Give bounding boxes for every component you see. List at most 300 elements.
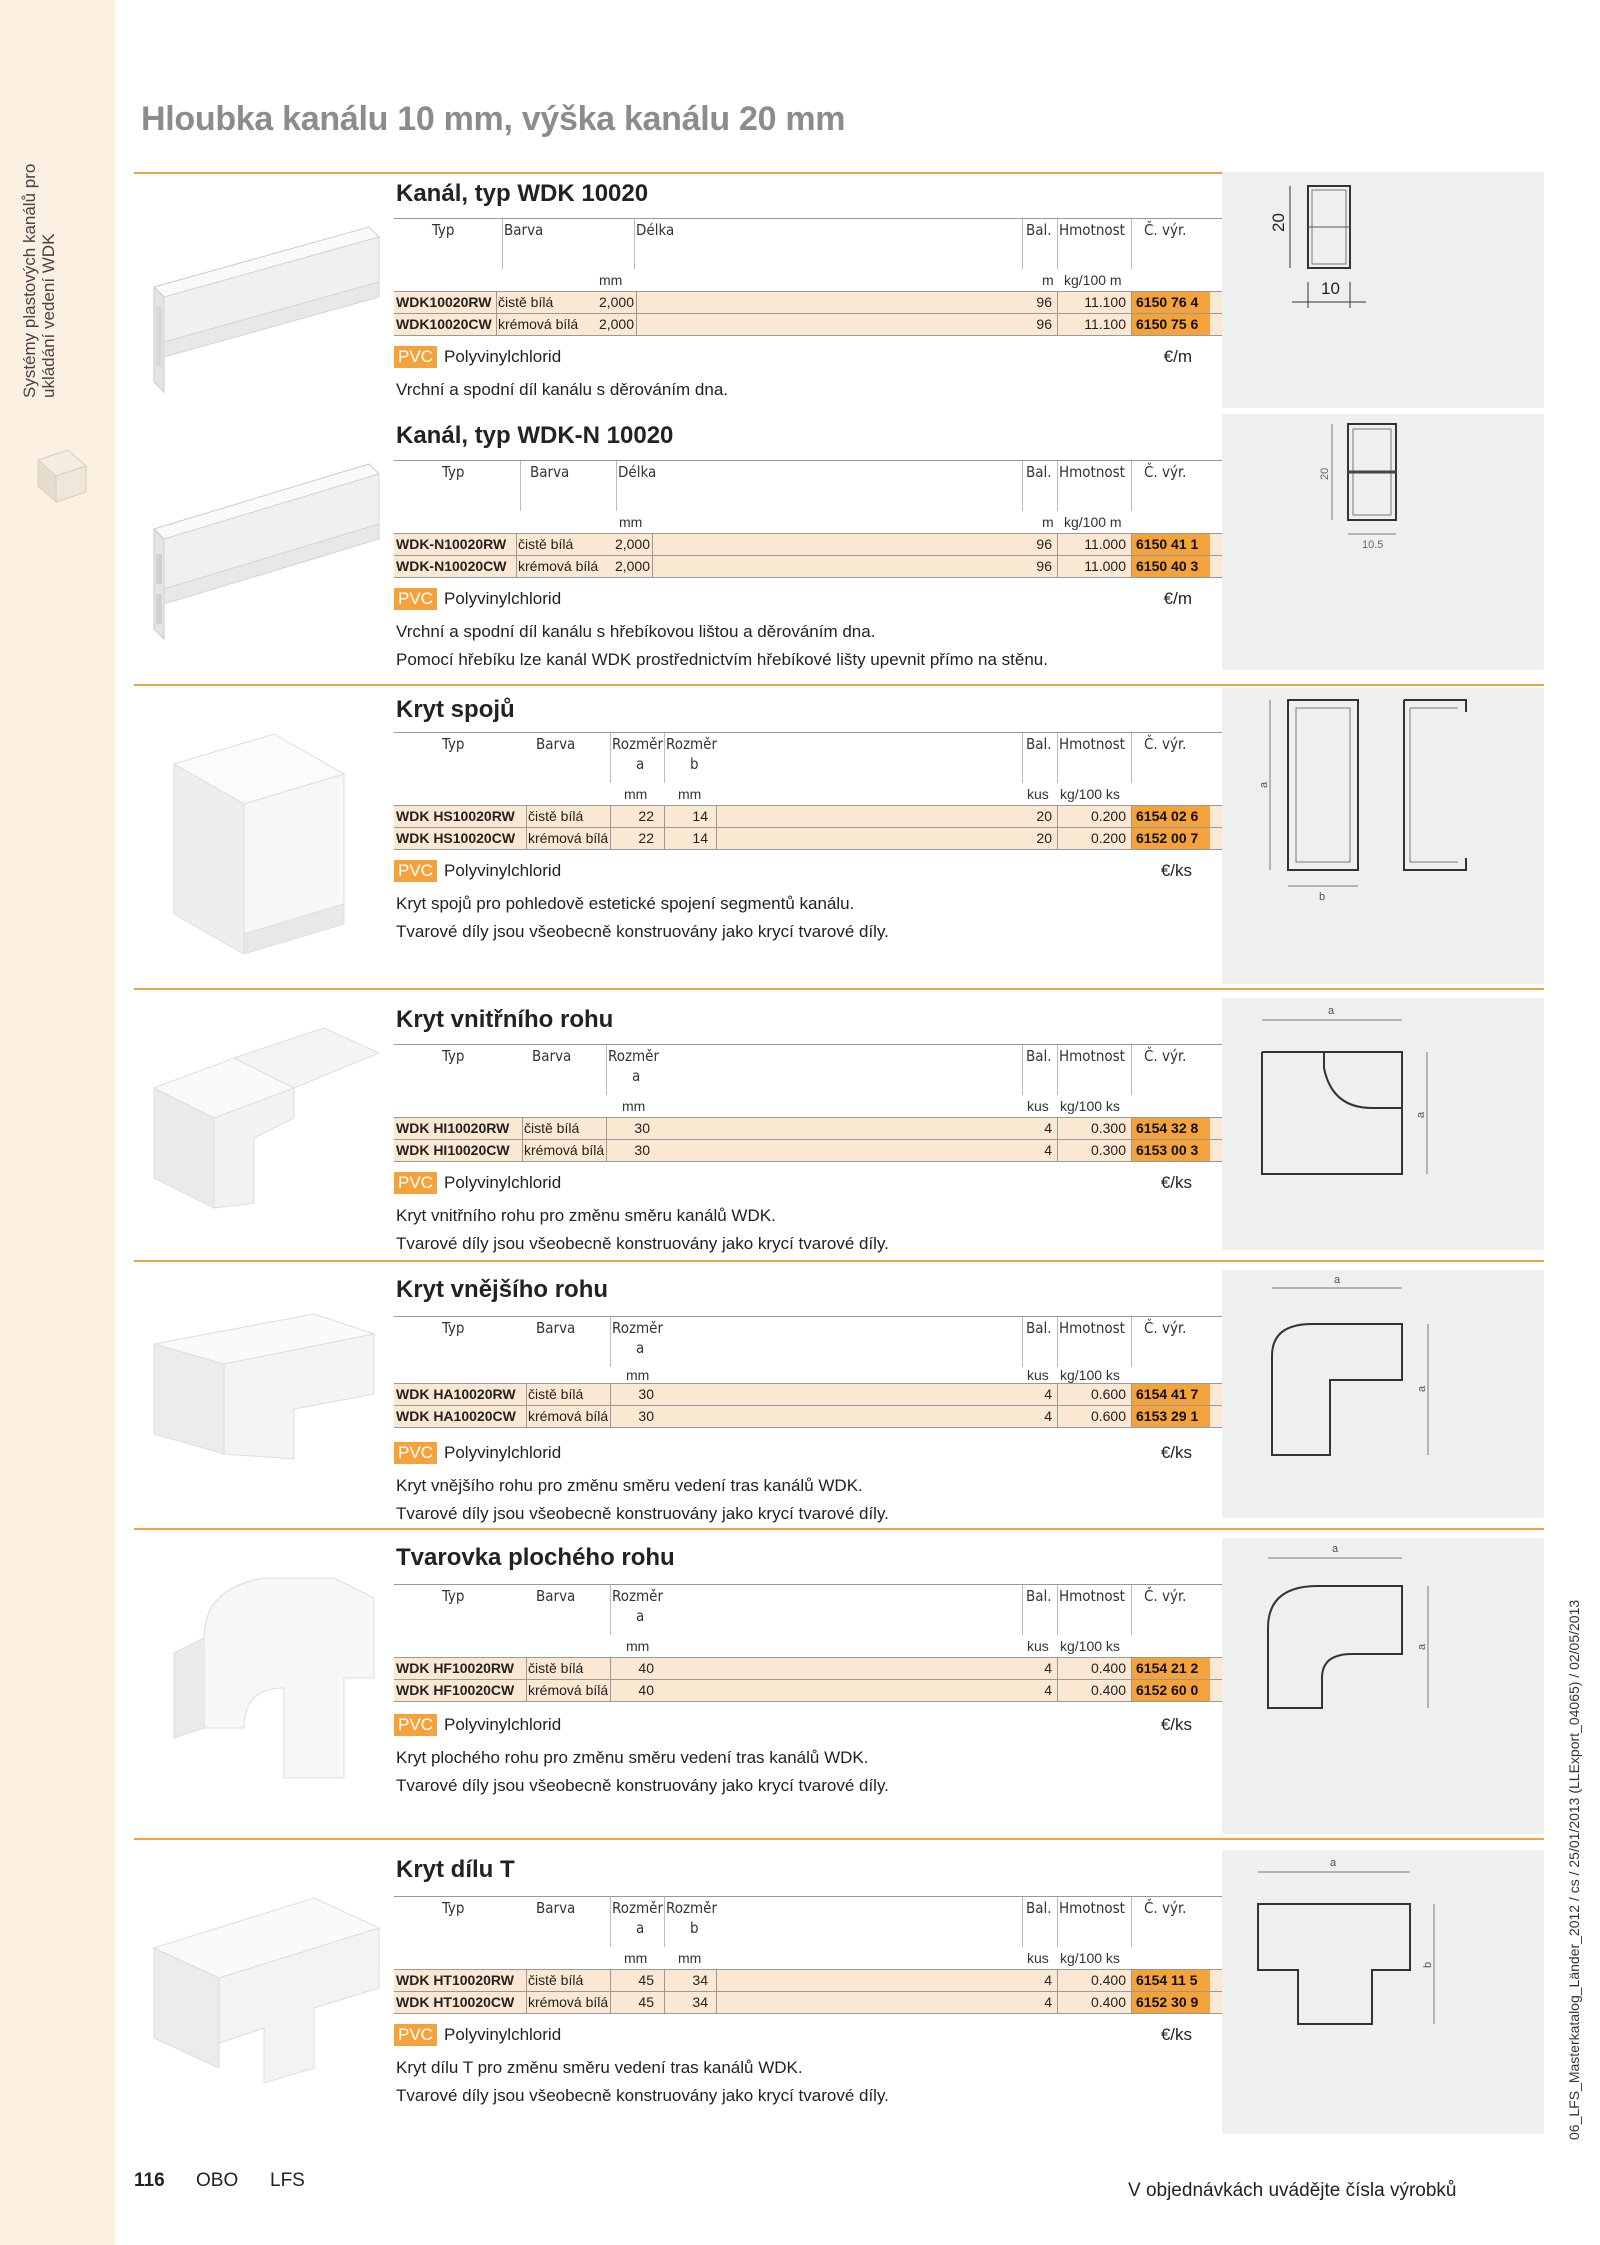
- table-header: [394, 1316, 1344, 1367]
- cell-color: čistě bílá: [528, 1972, 584, 1988]
- pvc-tag: PVC: [394, 860, 437, 882]
- product-table: [394, 1896, 1344, 2014]
- col-dim2-sub: b: [690, 1919, 699, 1937]
- section-title: Kryt vnějšího rohu: [396, 1276, 609, 1303]
- cell-dim1: 45: [638, 1972, 654, 1988]
- product-table: [394, 1584, 1344, 1702]
- col-cislo: Č. výr.: [1144, 1047, 1187, 1065]
- cell-dim1: 45: [638, 1994, 654, 2010]
- desc-line: Pomocí hřebíku lze kanál WDK prostřednictvím hřebíkové lišty upevnit přímo na stěnu.: [396, 650, 1048, 669]
- cell-bal: 4: [1044, 1682, 1052, 1698]
- unit-dim1: mm: [622, 1098, 646, 1114]
- unit-dim1: mm: [619, 514, 643, 530]
- cell-dim2: 14: [692, 808, 708, 824]
- cell-code: WDK HS10020RW: [396, 808, 515, 824]
- col-typ: Typ: [442, 1899, 465, 1917]
- col-bal: Bal.: [1026, 463, 1052, 481]
- cell-hm: 0.200: [1090, 830, 1126, 846]
- cell-dim1: 30: [634, 1120, 650, 1136]
- desc-line: Tvarové díly jsou všeobecně konstruovány jako krycí tvarové díly.: [396, 2086, 889, 2105]
- col-typ: Typ: [442, 735, 465, 753]
- material-name: Polyvinylchlorid: [444, 2025, 562, 2044]
- dim-a2-label: a: [1416, 1643, 1428, 1650]
- table-row: [394, 1140, 1344, 1162]
- col-dim1: Rozměr: [612, 1899, 664, 1917]
- material-row: [394, 346, 1344, 370]
- cell-code: WDK HT10020RW: [396, 1972, 514, 1988]
- cell-article: 6154 11 5: [1132, 1970, 1210, 1991]
- col-bal: Bal.: [1026, 221, 1052, 239]
- dim-b-label: b: [1319, 891, 1326, 903]
- section-divider: [134, 684, 1544, 686]
- cell-code: WDK HF10020RW: [396, 1660, 514, 1676]
- col-delka: Délka: [636, 221, 675, 239]
- product-image-channel: [144, 202, 384, 402]
- dim-width-label: 10.5: [1362, 539, 1384, 551]
- cell-dim1: 40: [638, 1682, 654, 1698]
- unit-hm: kg/100 ks: [1060, 1098, 1120, 1114]
- table-row: [394, 1384, 1344, 1406]
- unit-bal: kus: [1027, 1367, 1049, 1383]
- cell-article: 6152 00 7: [1132, 828, 1210, 849]
- col-barva: Barva: [536, 1587, 576, 1605]
- cell-hm: 0.300: [1090, 1142, 1126, 1158]
- dim-b-label: b: [1422, 1961, 1434, 1968]
- desc-line: Kryt spojů pro pohledově estetické spojení segmentů kanálu.: [396, 894, 855, 913]
- cell-bal: 20: [1036, 808, 1052, 824]
- dim-width-label: 10: [1321, 279, 1340, 298]
- side-thumbnail-icon: [34, 446, 88, 506]
- cell-dim2: 34: [692, 1972, 708, 1988]
- col-bal: Bal.: [1026, 735, 1052, 753]
- col-dim1-sub: a: [636, 1339, 645, 1357]
- material-name: Polyvinylchlorid: [444, 861, 562, 880]
- section-kryt-spoju: [134, 684, 1544, 988]
- cell-bal: 96: [1036, 294, 1052, 310]
- material-row: [394, 1172, 1344, 1196]
- cell-dim1: 22: [638, 808, 654, 824]
- cell-article: 6150 40 3: [1132, 556, 1210, 577]
- section-divider: [134, 1838, 1544, 1840]
- unit-dim2: mm: [678, 786, 702, 802]
- col-dim2: Rozměr: [666, 1899, 718, 1917]
- footer-brand-lfs: LFS: [270, 2170, 305, 2191]
- dim-a-label: a: [1330, 1857, 1337, 1869]
- cell-bal: 96: [1036, 536, 1052, 552]
- cell-code: WDK HA10020CW: [396, 1408, 516, 1424]
- section-description: [396, 1202, 889, 1258]
- product-table: [394, 1044, 1344, 1162]
- section-wdk-10020: [134, 172, 1544, 412]
- pvc-tag: PVC: [394, 1714, 437, 1736]
- cell-bal: 4: [1044, 1972, 1052, 1988]
- cell-hm: 11.100: [1084, 316, 1126, 332]
- cell-article: 6150 76 4: [1132, 292, 1210, 313]
- cell-dim1: 30: [638, 1408, 654, 1424]
- unit-bal: kus: [1027, 1098, 1049, 1114]
- col-barva: Barva: [530, 463, 570, 481]
- unit-bal: m: [1042, 514, 1054, 530]
- product-image-t-cover: [144, 1868, 384, 2098]
- cell-bal: 4: [1044, 1120, 1052, 1136]
- col-dim1: Rozměr: [612, 1587, 664, 1605]
- side-label: Systémy plastových kanálů pro ukládání vedení WDK: [20, 163, 58, 398]
- table-header: [394, 1584, 1344, 1635]
- cell-code: WDK10020CW: [396, 316, 492, 332]
- cell-article: 6150 41 1: [1132, 534, 1210, 555]
- desc-line: Kryt vnějšího rohu pro změnu směru vedení tras kanálů WDK.: [396, 1476, 863, 1495]
- desc-line: Vrchní a spodní díl kanálu s hřebíkovou lištou a děrováním dna.: [396, 622, 876, 641]
- cell-color: čistě bílá: [524, 1120, 580, 1136]
- cell-color: krémová bílá: [524, 1142, 605, 1158]
- material-row: [394, 588, 1344, 612]
- unit-bal: kus: [1027, 786, 1049, 802]
- cell-bal: 20: [1036, 830, 1052, 846]
- material-name: Polyvinylchlorid: [444, 1715, 562, 1734]
- col-barva: Barva: [504, 221, 544, 239]
- col-dim1: Rozměr: [612, 1319, 664, 1337]
- col-typ: Typ: [442, 1587, 465, 1605]
- dim-a-label: a: [1328, 1005, 1335, 1017]
- unit-bal: kus: [1027, 1950, 1049, 1966]
- table-row: [394, 828, 1344, 850]
- table-row: [394, 1658, 1344, 1680]
- section-wdk-n-10020: [134, 414, 1544, 684]
- units-row: [394, 1095, 1344, 1118]
- desc-line: Tvarové díly jsou všeobecně konstruovány jako krycí tvarové díly.: [396, 1776, 889, 1795]
- price-unit: €/ks: [1160, 2025, 1192, 2044]
- table-row: [394, 1992, 1344, 2014]
- section-description: [396, 618, 1048, 674]
- product-table: [394, 218, 1344, 336]
- unit-bal: m: [1042, 272, 1054, 288]
- price-unit: €/m: [1163, 589, 1192, 608]
- material-row: [394, 1714, 1344, 1738]
- price-unit: €/m: [1163, 347, 1192, 366]
- units-row: [394, 783, 1344, 806]
- product-image-outer-corner: [144, 1284, 384, 1484]
- cell-article: 6154 02 6: [1132, 806, 1210, 827]
- cell-bal: 96: [1036, 558, 1052, 574]
- cell-bal: 4: [1044, 1142, 1052, 1158]
- col-cislo: Č. výr.: [1144, 463, 1187, 481]
- cell-code: WDK HF10020CW: [396, 1682, 515, 1698]
- technical-drawing: [1222, 172, 1544, 408]
- cell-article: 6154 41 7: [1132, 1384, 1210, 1405]
- table-row: [394, 1406, 1344, 1428]
- section-divider: [134, 1528, 1544, 1530]
- units-row: [394, 1635, 1344, 1658]
- dim-a-label: a: [1334, 1274, 1341, 1286]
- table-row: [394, 534, 1344, 556]
- pvc-tag: PVC: [394, 1172, 437, 1194]
- col-bal: Bal.: [1026, 1587, 1052, 1605]
- section-title: Tvarovka plochého rohu: [396, 1544, 675, 1571]
- cell-color: čistě bílá: [498, 294, 554, 310]
- unit-hm: kg/100 ks: [1060, 1950, 1120, 1966]
- section-kryt-dilu-t: [134, 1838, 1544, 2138]
- cell-hm: 0.200: [1090, 808, 1126, 824]
- cell-bal: 4: [1044, 1994, 1052, 2010]
- cell-dim1: 30: [638, 1386, 654, 1402]
- unit-dim1: mm: [626, 1367, 650, 1383]
- cell-dim1: 2,000: [598, 294, 634, 310]
- product-table: [394, 732, 1344, 850]
- cell-color: krémová bílá: [528, 1994, 609, 2010]
- product-image-joint-cover: [144, 724, 384, 974]
- cell-dim2: 14: [692, 830, 708, 846]
- col-dim1-sub: a: [636, 1919, 645, 1937]
- cell-hm: 0.400: [1090, 1972, 1126, 1988]
- technical-drawing: [1222, 688, 1544, 984]
- cell-code: WDK HI10020CW: [396, 1142, 510, 1158]
- technical-drawing: [1222, 1850, 1544, 2134]
- col-dim1-sub: a: [636, 1607, 645, 1625]
- cell-dim1: 2,000: [614, 558, 650, 574]
- product-image-channel-n: [144, 434, 384, 654]
- units-row: [394, 1367, 1344, 1384]
- section-title: Kryt vnitřního rohu: [396, 1006, 614, 1033]
- section-description: [396, 1744, 889, 1800]
- col-hmotnost: Hmotnost: [1059, 463, 1125, 481]
- pvc-tag: PVC: [394, 2024, 437, 2046]
- units-row: [394, 511, 1344, 534]
- col-dim1-sub: a: [632, 1067, 641, 1085]
- col-typ: Typ: [442, 1047, 465, 1065]
- pvc-tag: PVC: [394, 588, 437, 610]
- cell-color: čistě bílá: [518, 536, 574, 552]
- cell-color: krémová bílá: [498, 316, 579, 332]
- cell-hm: 0.400: [1090, 1660, 1126, 1676]
- cell-code: WDK HI10020RW: [396, 1120, 510, 1136]
- footer-order-note: V objednávkách uvádějte čísla výrobků: [1128, 2180, 1457, 2201]
- price-unit: €/ks: [1160, 1173, 1192, 1192]
- price-unit: €/ks: [1160, 1715, 1192, 1734]
- cell-dim2: 34: [692, 1994, 708, 2010]
- section-kryt-vnejsiho-rohu: [134, 1260, 1544, 1528]
- cell-color: čistě bílá: [528, 1386, 584, 1402]
- section-title: Kanál, typ WDK 10020: [396, 180, 649, 207]
- table-header: [394, 732, 1344, 783]
- col-hmotnost: Hmotnost: [1059, 1047, 1125, 1065]
- cell-article: 6150 75 6: [1132, 314, 1210, 335]
- unit-hm: kg/100 ks: [1060, 1638, 1120, 1654]
- col-cislo: Č. výr.: [1144, 221, 1187, 239]
- section-title: Kryt dílu T: [396, 1856, 515, 1883]
- col-dim1: Rozměr: [612, 735, 664, 753]
- col-dim2-sub: b: [690, 755, 699, 773]
- page-title: Hloubka kanálu 10 mm, výška kanálu 20 mm: [141, 100, 846, 138]
- table-row: [394, 556, 1344, 578]
- table-row: [394, 314, 1344, 336]
- footer-brand-obo: OBO: [196, 2170, 239, 2191]
- table-row: [394, 292, 1344, 314]
- desc-line: Kryt dílu T pro změnu směru vedení tras kanálů WDK.: [396, 2058, 803, 2077]
- col-typ: Typ: [442, 1319, 465, 1337]
- cell-bal: 4: [1044, 1660, 1052, 1676]
- cell-article: 6154 21 2: [1132, 1658, 1210, 1679]
- section-divider: [134, 988, 1544, 990]
- technical-drawing: [1222, 1270, 1544, 1518]
- dim-a2-label: a: [1416, 1385, 1428, 1392]
- unit-hm: kg/100 ks: [1060, 1367, 1120, 1383]
- col-dim1-sub: a: [636, 755, 645, 773]
- unit-dim1: mm: [624, 786, 648, 802]
- col-bal: Bal.: [1026, 1899, 1052, 1917]
- col-typ: Typ: [432, 221, 455, 239]
- col-cislo: Č. výr.: [1144, 1899, 1187, 1917]
- material-name: Polyvinylchlorid: [444, 589, 562, 608]
- cell-color: čistě bílá: [528, 1660, 584, 1676]
- col-dim1: Rozměr: [608, 1047, 660, 1065]
- section-description: [396, 890, 889, 946]
- cell-color: krémová bílá: [528, 1408, 609, 1424]
- technical-drawing: [1222, 998, 1544, 1250]
- section-title: Kanál, typ WDK-N 10020: [396, 422, 674, 449]
- col-cislo: Č. výr.: [1144, 1319, 1187, 1337]
- cell-bal: 4: [1044, 1408, 1052, 1424]
- material-name: Polyvinylchlorid: [444, 347, 562, 366]
- material-name: Polyvinylchlorid: [444, 1173, 562, 1192]
- section-divider: [134, 1260, 1544, 1262]
- dim-a-label: a: [1332, 1543, 1339, 1555]
- units-row: [394, 269, 1344, 292]
- cell-dim1: 22: [638, 830, 654, 846]
- cell-code: WDK HS10020CW: [396, 830, 516, 846]
- col-cislo: Č. výr.: [1144, 735, 1187, 753]
- unit-bal: kus: [1027, 1638, 1049, 1654]
- price-unit: €/ks: [1160, 1443, 1192, 1462]
- cell-bal: 4: [1044, 1386, 1052, 1402]
- dim-a2-label: a: [1415, 1111, 1427, 1118]
- unit-hm: kg/100 ks: [1060, 786, 1120, 802]
- col-hmotnost: Hmotnost: [1059, 1587, 1125, 1605]
- price-unit: €/ks: [1160, 861, 1192, 880]
- table-header: [394, 1044, 1344, 1095]
- col-hmotnost: Hmotnost: [1059, 1899, 1125, 1917]
- unit-hm: kg/100 m: [1064, 514, 1122, 530]
- technical-drawing: [1222, 1538, 1544, 1834]
- col-barva: Barva: [532, 1047, 572, 1065]
- pvc-tag: PVC: [394, 346, 437, 368]
- col-hmotnost: Hmotnost: [1059, 735, 1125, 753]
- dim-height-label: 20: [1319, 467, 1331, 480]
- table-row: [394, 1680, 1344, 1702]
- unit-dim1: mm: [626, 1638, 650, 1654]
- cell-color: krémová bílá: [528, 1682, 609, 1698]
- material-row: [394, 2024, 1344, 2048]
- table-header: [394, 218, 1344, 269]
- cell-dim1: 2,000: [598, 316, 634, 332]
- cell-dim1: 40: [638, 1660, 654, 1676]
- dim-height-label: 20: [1269, 213, 1288, 232]
- col-hmotnost: Hmotnost: [1059, 1319, 1125, 1337]
- cell-code: WDK-N10020RW: [396, 536, 507, 552]
- cell-article: 6152 60 0: [1132, 1680, 1210, 1701]
- unit-dim1: mm: [599, 272, 623, 288]
- unit-dim2: mm: [678, 1950, 702, 1966]
- col-barva: Barva: [536, 735, 576, 753]
- pvc-tag: PVC: [394, 1442, 437, 1464]
- cell-color: krémová bílá: [518, 558, 599, 574]
- cell-dim1: 30: [634, 1142, 650, 1158]
- material-row: [394, 860, 1344, 884]
- material-name: Polyvinylchlorid: [444, 1443, 562, 1462]
- cell-dim1: 2,000: [614, 536, 650, 552]
- cell-hm: 0.400: [1090, 1994, 1126, 2010]
- product-table: [394, 460, 1344, 578]
- col-barva: Barva: [536, 1899, 576, 1917]
- table-row: [394, 1970, 1344, 1992]
- section-tvarovka-plocheho-rohu: [134, 1528, 1544, 1838]
- cell-hm: 0.400: [1090, 1682, 1126, 1698]
- unit-hm: kg/100 m: [1064, 272, 1122, 288]
- vertical-print-info: 06_LFS_Masterkatalog_Länder_2012 / cs / 25/01/2013 (LLExport_04065) / 02/05/2013: [1566, 1599, 1582, 2140]
- product-image-inner-corner: [144, 1018, 384, 1218]
- section-description: [396, 1472, 889, 1528]
- col-bal: Bal.: [1026, 1047, 1052, 1065]
- table-row: [394, 806, 1344, 828]
- cell-bal: 96: [1036, 316, 1052, 332]
- table-header: [394, 1896, 1344, 1947]
- cell-hm: 0.300: [1090, 1120, 1126, 1136]
- cell-article: 6154 32 8: [1132, 1118, 1210, 1139]
- page-number: 116: [134, 2170, 165, 2191]
- desc-line: Kryt plochého rohu pro změnu směru vedení tras kanálů WDK.: [396, 1748, 869, 1767]
- desc-line: Tvarové díly jsou všeobecně konstruovány jako krycí tvarové díly.: [396, 1234, 889, 1253]
- product-table: [394, 1316, 1344, 1428]
- technical-drawing: [1222, 414, 1544, 670]
- table-row: [394, 1118, 1344, 1140]
- col-delka: Délka: [618, 463, 657, 481]
- cell-article: 6153 29 1: [1132, 1406, 1210, 1427]
- desc-line: Vrchní a spodní díl kanálu s děrováním dna.: [396, 380, 729, 399]
- unit-dim1: mm: [624, 1950, 648, 1966]
- col-barva: Barva: [536, 1319, 576, 1337]
- col-typ: Typ: [442, 463, 465, 481]
- desc-line: Kryt vnitřního rohu pro změnu směru kanálů WDK.: [396, 1206, 776, 1225]
- col-hmotnost: Hmotnost: [1059, 221, 1125, 239]
- cell-code: WDK HA10020RW: [396, 1386, 516, 1402]
- section-kryt-vnitrniho-rohu: [134, 988, 1544, 1260]
- dim-a-label: a: [1258, 781, 1270, 788]
- col-cislo: Č. výr.: [1144, 1587, 1187, 1605]
- cell-color: krémová bílá: [528, 830, 609, 846]
- cell-hm: 0.600: [1090, 1408, 1126, 1424]
- cell-code: WDK HT10020CW: [396, 1994, 515, 2010]
- section-description: [396, 376, 728, 404]
- col-bal: Bal.: [1026, 1319, 1052, 1337]
- cell-hm: 11.000: [1084, 536, 1126, 552]
- material-row: [394, 1442, 1344, 1466]
- units-row: [394, 1947, 1344, 1970]
- table-header: [394, 460, 1344, 511]
- cell-hm: 0.600: [1090, 1386, 1126, 1402]
- section-title: Kryt spojů: [396, 696, 515, 723]
- cell-article: 6153 00 3: [1132, 1140, 1210, 1161]
- desc-line: Tvarové díly jsou všeobecně konstruovány jako krycí tvarové díly.: [396, 1504, 889, 1523]
- product-image-flat-corner: [144, 1558, 384, 1798]
- section-description: [396, 2054, 889, 2110]
- cell-hm: 11.000: [1084, 558, 1126, 574]
- cell-hm: 11.100: [1084, 294, 1126, 310]
- col-dim2: Rozměr: [666, 735, 718, 753]
- cell-article: 6152 30 9: [1132, 1992, 1210, 2013]
- cell-code: WDK10020RW: [396, 294, 492, 310]
- cell-color: čistě bílá: [528, 808, 584, 824]
- cell-code: WDK-N10020CW: [396, 558, 507, 574]
- desc-line: Tvarové díly jsou všeobecně konstruovány jako krycí tvarové díly.: [396, 922, 889, 941]
